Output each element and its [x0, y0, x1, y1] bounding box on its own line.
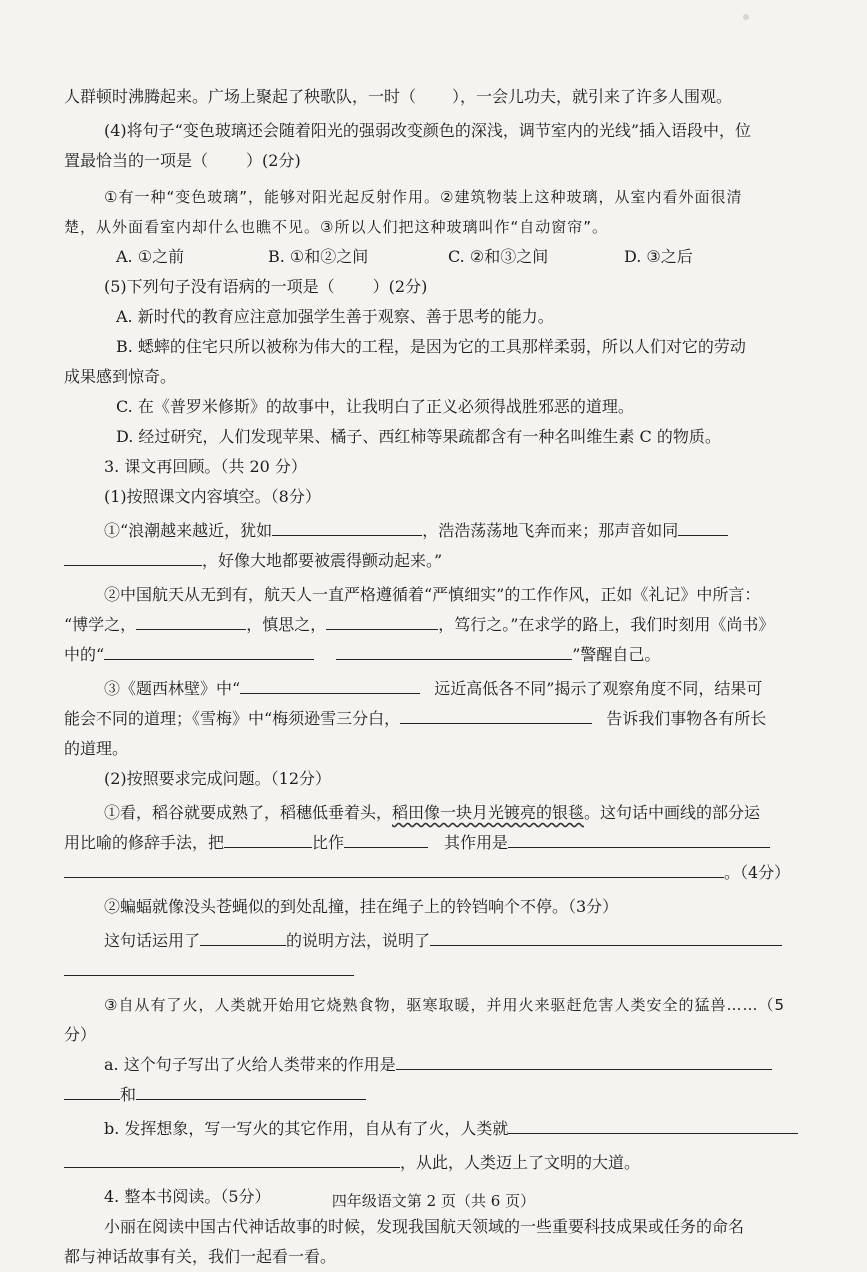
text: 中的“ [64, 645, 105, 664]
text: 远近高低各不同”揭示了观察角度不同，结果可 [434, 679, 763, 698]
text: B. 蟋蟀的住宅只所以被称为伟大的工程，是因为它的工具那样柔弱，所以人们对它的劳动 [116, 337, 746, 356]
fill-line [64, 516, 811, 546]
fill-blank[interactable] [336, 641, 572, 660]
text: 。（4分） [724, 863, 791, 882]
fill-blank[interactable] [64, 1149, 400, 1168]
text: 4. 整本书阅读。（5分） [104, 1187, 271, 1206]
text: ，从此，人类迈上了文明的大道。 [400, 1153, 641, 1172]
text-line [64, 82, 811, 112]
fill-blank[interactable] [400, 705, 592, 724]
text: 置最恰当的一项是（ [64, 151, 209, 170]
option-a[interactable]: A. ①之前 [116, 247, 185, 266]
text: 楚，从外面看室内却什么也瞧不见。③所以人们把这种玻璃叫作“自动窗帘”。 [64, 218, 608, 236]
fill-blank[interactable] [396, 1051, 772, 1070]
text: 人群顿时沸腾起来。广场上聚起了秧歌队，一时（ [64, 87, 417, 106]
fill-blank[interactable] [508, 829, 770, 848]
option-line [64, 302, 811, 332]
text: 都与神话故事有关，我们一起看一看。 [64, 1247, 337, 1266]
fill-line [64, 892, 811, 922]
fill-blank[interactable] [240, 675, 420, 694]
text: ”警醒自己。 [572, 645, 661, 664]
text: D. 经过研究，人们发现苹果、橘子、西红柿等果疏都含有一种名叫维生素 C 的物质。 [116, 427, 721, 446]
text: 比作 [312, 833, 345, 852]
option-line [64, 422, 811, 452]
fill-line [64, 610, 811, 640]
text: ，笃行之。”在求学的路上，我们时刻用《尚书》 [438, 615, 775, 634]
fill-line [64, 1050, 811, 1080]
fill-blank[interactable] [136, 1081, 366, 1100]
text: ③《题西林壁》中“ [104, 679, 241, 698]
text: ①看，稻谷就要成熟了，稻穗低垂着头， [104, 803, 393, 822]
fill-blank[interactable] [430, 927, 782, 946]
fill-blank[interactable] [64, 1081, 120, 1100]
text: 能会不同的道理；《雪梅》中“梅须逊雪三分白， [64, 709, 401, 728]
text: A. 新时代的教育应注意加强学生善于观察、善于思考的能力。 [116, 307, 554, 326]
subsection-title [64, 764, 811, 794]
text: 的道理。 [64, 739, 129, 758]
text: 的说明方法，说明了 [286, 931, 431, 950]
fill-blank[interactable] [64, 547, 202, 566]
text: 成果感到惊奇。 [64, 367, 177, 386]
text-line [64, 1242, 811, 1272]
fill-line [64, 640, 811, 670]
fill-line [64, 704, 811, 734]
option-d[interactable]: D. ③之后 [624, 247, 693, 266]
question-5 [64, 272, 811, 302]
option-line [64, 362, 811, 392]
fill-blank[interactable] [64, 957, 354, 976]
text: ③自从有了火，人类就开始用它烧熟食物，驱寒取暖，并用火来驱赶危害人类安全的猛兽……（5 [104, 996, 785, 1014]
underlined-sentence: 稻田像一块月光镀亮的银毯 [392, 803, 585, 822]
text: 其作用是 [444, 833, 509, 852]
fill-blank[interactable] [200, 927, 286, 946]
fill-line [64, 1114, 811, 1144]
options-row [64, 242, 811, 272]
text-line [64, 146, 811, 176]
fill-blank[interactable] [224, 829, 312, 848]
passage-line [64, 990, 811, 1020]
fill-blank[interactable] [272, 517, 422, 536]
subsection-title [64, 482, 811, 512]
fill-line [64, 1080, 811, 1110]
text: b. 发挥想象，写一写火的其它作用，自从有了火，人类就 [104, 1119, 509, 1138]
question-4 [64, 116, 811, 146]
fill-line [64, 798, 811, 828]
text: 用比喻的修辞手法，把 [64, 833, 225, 852]
text: “博学之， [64, 615, 137, 634]
fill-line [64, 580, 811, 610]
text: 3. 课文再回顾。（共 20 分） [104, 457, 307, 476]
fill-blank[interactable] [344, 829, 428, 848]
text: (2)按照要求完成问题。（12分） [104, 769, 332, 788]
text: (4)将句子“变色玻璃还会随着阳光的强弱改变颜色的深浅，调节室内的光线”插入语段中，位 [104, 121, 752, 140]
option-c[interactable]: C. ②和③之间 [448, 247, 549, 266]
text: a. 这个句子写出了火给人类带来的作用是 [104, 1055, 396, 1074]
fill-line [64, 734, 811, 764]
option-b[interactable]: B. ①和②之间 [268, 247, 369, 266]
text: 分） [64, 1025, 97, 1044]
text: ，浩浩荡荡地飞奔而来；那声音如同 [422, 521, 679, 540]
text: ），一会儿功夫，就引来了许多人围观。 [452, 87, 733, 106]
text: ②中国航天从无到有，航天人一直严格遵循着“严慎细实”的工作作风，正如《礼记》中所言： [104, 585, 761, 604]
fill-blank[interactable] [64, 859, 724, 878]
fill-blank[interactable] [508, 1115, 798, 1134]
text: ，慎思之， [246, 615, 327, 634]
fill-line [64, 828, 811, 858]
text-line [64, 1212, 811, 1242]
fill-line [64, 1020, 811, 1050]
text: ）(2分) [372, 277, 428, 296]
text: ）(2分) [246, 151, 301, 170]
text: (5)下列句子没有语病的一项是（ [104, 277, 335, 296]
fill-line [64, 546, 811, 576]
fill-line [64, 1148, 811, 1178]
text: 告诉我们事物各有所长 [606, 709, 767, 728]
fill-blank[interactable] [104, 641, 314, 660]
option-line [64, 332, 811, 362]
section-3-title [64, 452, 811, 482]
text: 。这句话中画线的部分运 [584, 803, 761, 822]
fill-line [64, 956, 811, 986]
text: ①“浪潮越来越近，犹如 [104, 521, 273, 540]
fill-line [64, 674, 811, 704]
fill-blank[interactable] [326, 611, 438, 630]
text: (1)按照课文内容填空。（8分） [104, 487, 321, 506]
fill-blank[interactable] [136, 611, 246, 630]
text: 这句话运用了 [104, 931, 201, 950]
fill-blank[interactable] [678, 517, 728, 536]
text: ②蝙蝠就像没头苍蝇似的到处乱撞，挂在绳子上的铃铛响个不停。（3分） [104, 897, 619, 916]
page-footer: 四年级语文第 2 页（共 6 页） [331, 1192, 536, 1210]
text: 小丽在阅读中国古代神话故事的时候，发现我国航天领域的一些重要科技成果或任务的命名 [104, 1217, 745, 1236]
option-line [64, 392, 811, 422]
fill-line [64, 858, 811, 888]
text: C. 在《普罗米修斯》的故事中，让我明白了正义必须得战胜邪恶的道理。 [116, 397, 634, 416]
text: 和 [120, 1085, 137, 1104]
fill-line [64, 926, 811, 956]
text: ①有一种“变色玻璃”，能够对阳光起反射作用。②建筑物装上这种玻璃，从室内看外面很清 [104, 188, 743, 206]
text: ，好像大地都要被震得颤动起来。” [202, 551, 443, 570]
scan-speck [743, 14, 749, 20]
passage-line [64, 182, 811, 212]
passage-line [64, 212, 811, 242]
